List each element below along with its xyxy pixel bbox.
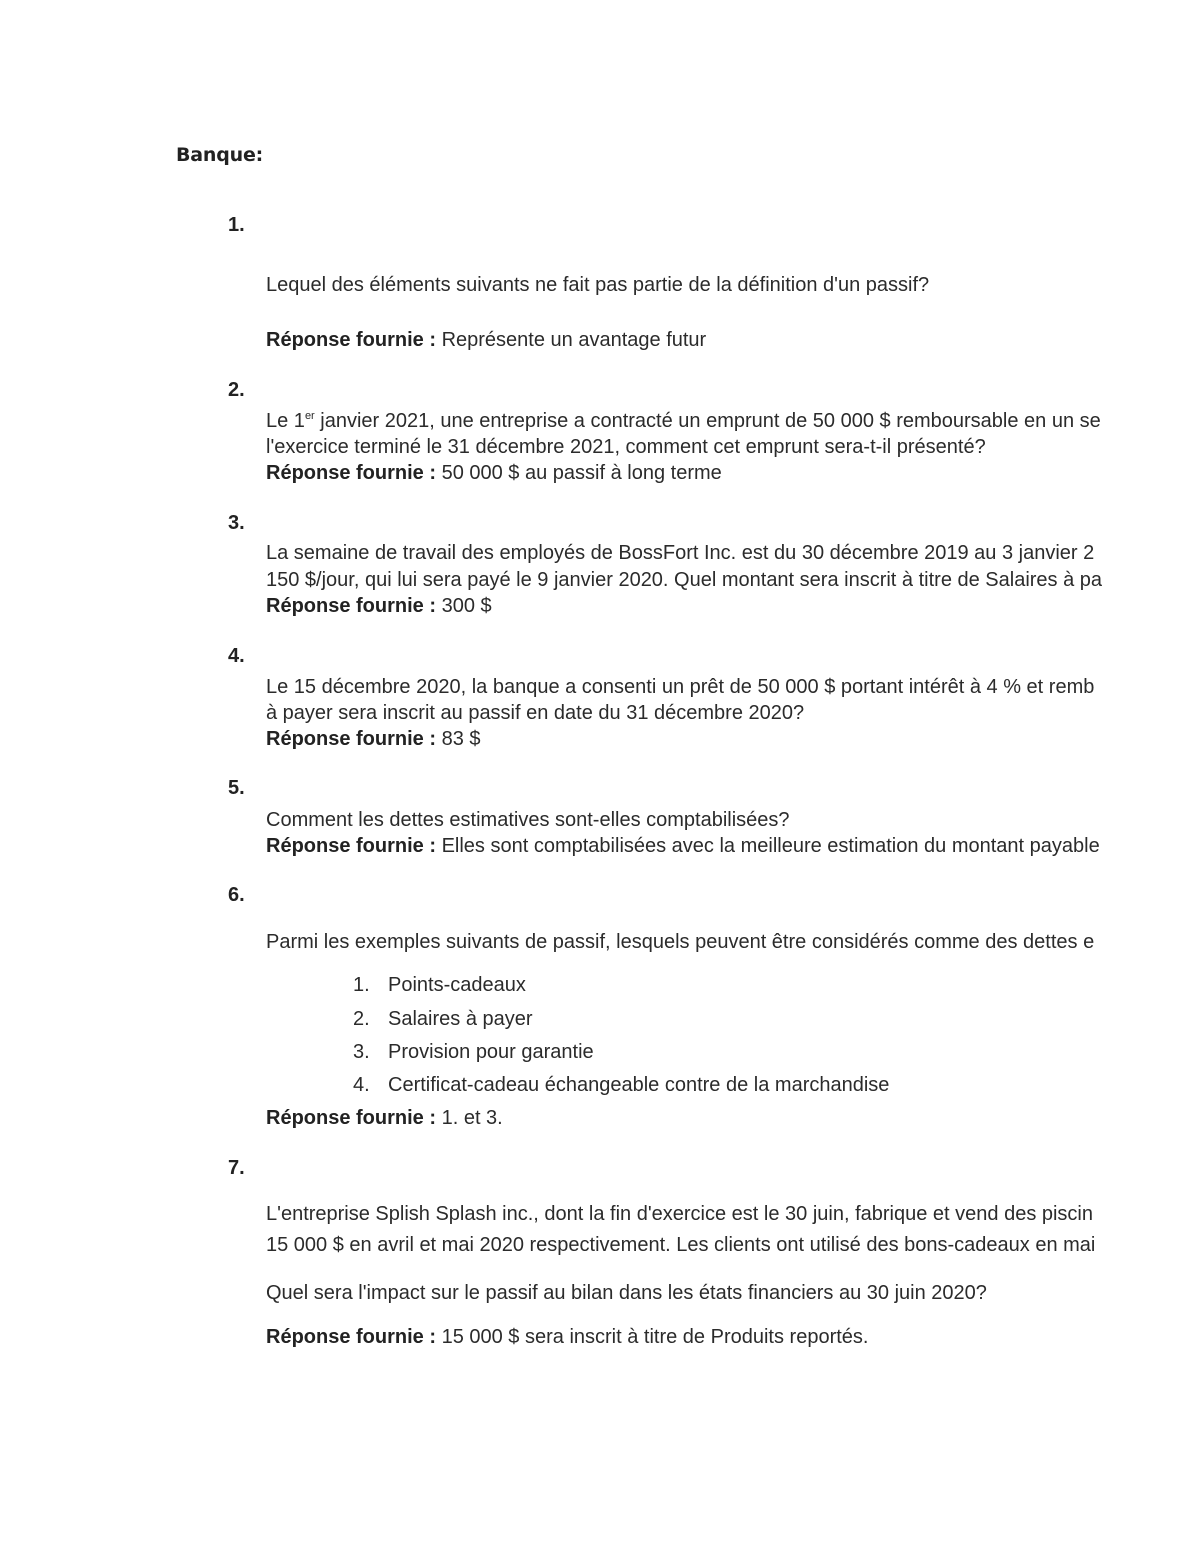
- list-item: [353, 1074, 889, 1097]
- answer-value: Représente un avantage futur: [441, 329, 707, 351]
- question-text-part: Le 1: [266, 410, 305, 432]
- answer-line: [266, 595, 492, 618]
- list-item-label: Certificat-cadeau échangeable contre de la marchandise: [388, 1074, 890, 1096]
- question-number: 2.: [228, 379, 245, 401]
- list-item: [353, 1041, 594, 1064]
- question-text: Comment les dettes estimatives sont-elles comptabilisées?: [266, 809, 790, 831]
- question-number: 4.: [228, 645, 245, 667]
- ordinal-superscript: er: [304, 410, 315, 422]
- answer-line: [266, 1326, 868, 1349]
- question-text-line: Quel sera l'impact sur le passif au bilan dans les états financiers au 30 juin 2020?: [266, 1282, 987, 1304]
- question-text-line: [266, 410, 1101, 433]
- question-text-line: 15 000 $ en avril et mai 2020 respectivement. Les clients ont utilisé des bons-cadeaux en mai: [266, 1234, 1096, 1256]
- answer-label: Réponse fournie :: [266, 728, 437, 750]
- answer-value: 83 $: [441, 728, 481, 750]
- question-text-line: La semaine de travail des employés de BossFort Inc. est du 30 décembre 2019 au 3 janvier 2: [266, 542, 1095, 564]
- question-number: 6.: [228, 884, 245, 906]
- list-item-label: Salaires à payer: [388, 1008, 533, 1030]
- answer-label: Réponse fournie :: [266, 1107, 437, 1129]
- question-text: Parmi les exemples suivants de passif, lesquels peuvent être considérés comme des dettes e: [266, 931, 1095, 953]
- answer-value: 300 $: [441, 595, 492, 617]
- question-number: 3.: [228, 512, 245, 534]
- list-item-number: 3.: [353, 1041, 370, 1063]
- answer-value: Elles sont comptabilisées avec la meilleure estimation du montant payable: [441, 835, 1100, 857]
- answer-value: 15 000 $ sera inscrit à titre de Produits reportés.: [441, 1326, 869, 1348]
- question-text-line: L'entreprise Splish Splash inc., dont la fin d'exercice est le 30 juin, fabrique et vend des piscin: [266, 1203, 1094, 1225]
- answer-line: [266, 835, 1100, 858]
- list-item-number: 1.: [353, 974, 370, 996]
- answer-line: [266, 462, 722, 485]
- answer-line: [266, 728, 481, 751]
- answer-value: 50 000 $ au passif à long terme: [441, 462, 722, 484]
- answer-label: Réponse fournie :: [266, 329, 437, 351]
- question-text-line: l'exercice terminé le 31 décembre 2021, comment cet emprunt sera-t-il présenté?: [266, 436, 986, 458]
- answer-value: 1. et 3.: [441, 1107, 503, 1129]
- question-text-part: janvier 2021, une entreprise a contracté un emprunt de 50 000 $ remboursable en un se: [314, 410, 1101, 432]
- list-item: [353, 1008, 533, 1031]
- question-text: Lequel des éléments suivants ne fait pas partie de la définition d'un passif?: [266, 274, 930, 296]
- list-item-label: Points-cadeaux: [388, 974, 526, 996]
- question-text-line: à payer sera inscrit au passif en date du 31 décembre 2020?: [266, 702, 805, 724]
- list-item-label: Provision pour garantie: [388, 1041, 594, 1063]
- answer-line: [266, 329, 706, 352]
- answer-label: Réponse fournie :: [266, 462, 437, 484]
- list-item: [353, 974, 526, 997]
- question-number: 5.: [228, 777, 245, 799]
- answer-label: Réponse fournie :: [266, 835, 437, 857]
- answer-line: [266, 1107, 503, 1130]
- list-item-number: 4.: [353, 1074, 370, 1096]
- answer-label: Réponse fournie :: [266, 595, 437, 617]
- page-title: Banque:: [176, 144, 264, 166]
- answer-label: Réponse fournie :: [266, 1326, 437, 1348]
- question-number: 7.: [228, 1157, 245, 1179]
- question-text-line: 150 $/jour, qui lui sera payé le 9 janvier 2020. Quel montant sera inscrit à titre de Salaires à pa: [266, 569, 1103, 591]
- list-item-number: 2.: [353, 1008, 370, 1030]
- question-text-line: Le 15 décembre 2020, la banque a consenti un prêt de 50 000 $ portant intérêt à 4 % et remb: [266, 676, 1095, 698]
- question-number: 1.: [228, 214, 245, 236]
